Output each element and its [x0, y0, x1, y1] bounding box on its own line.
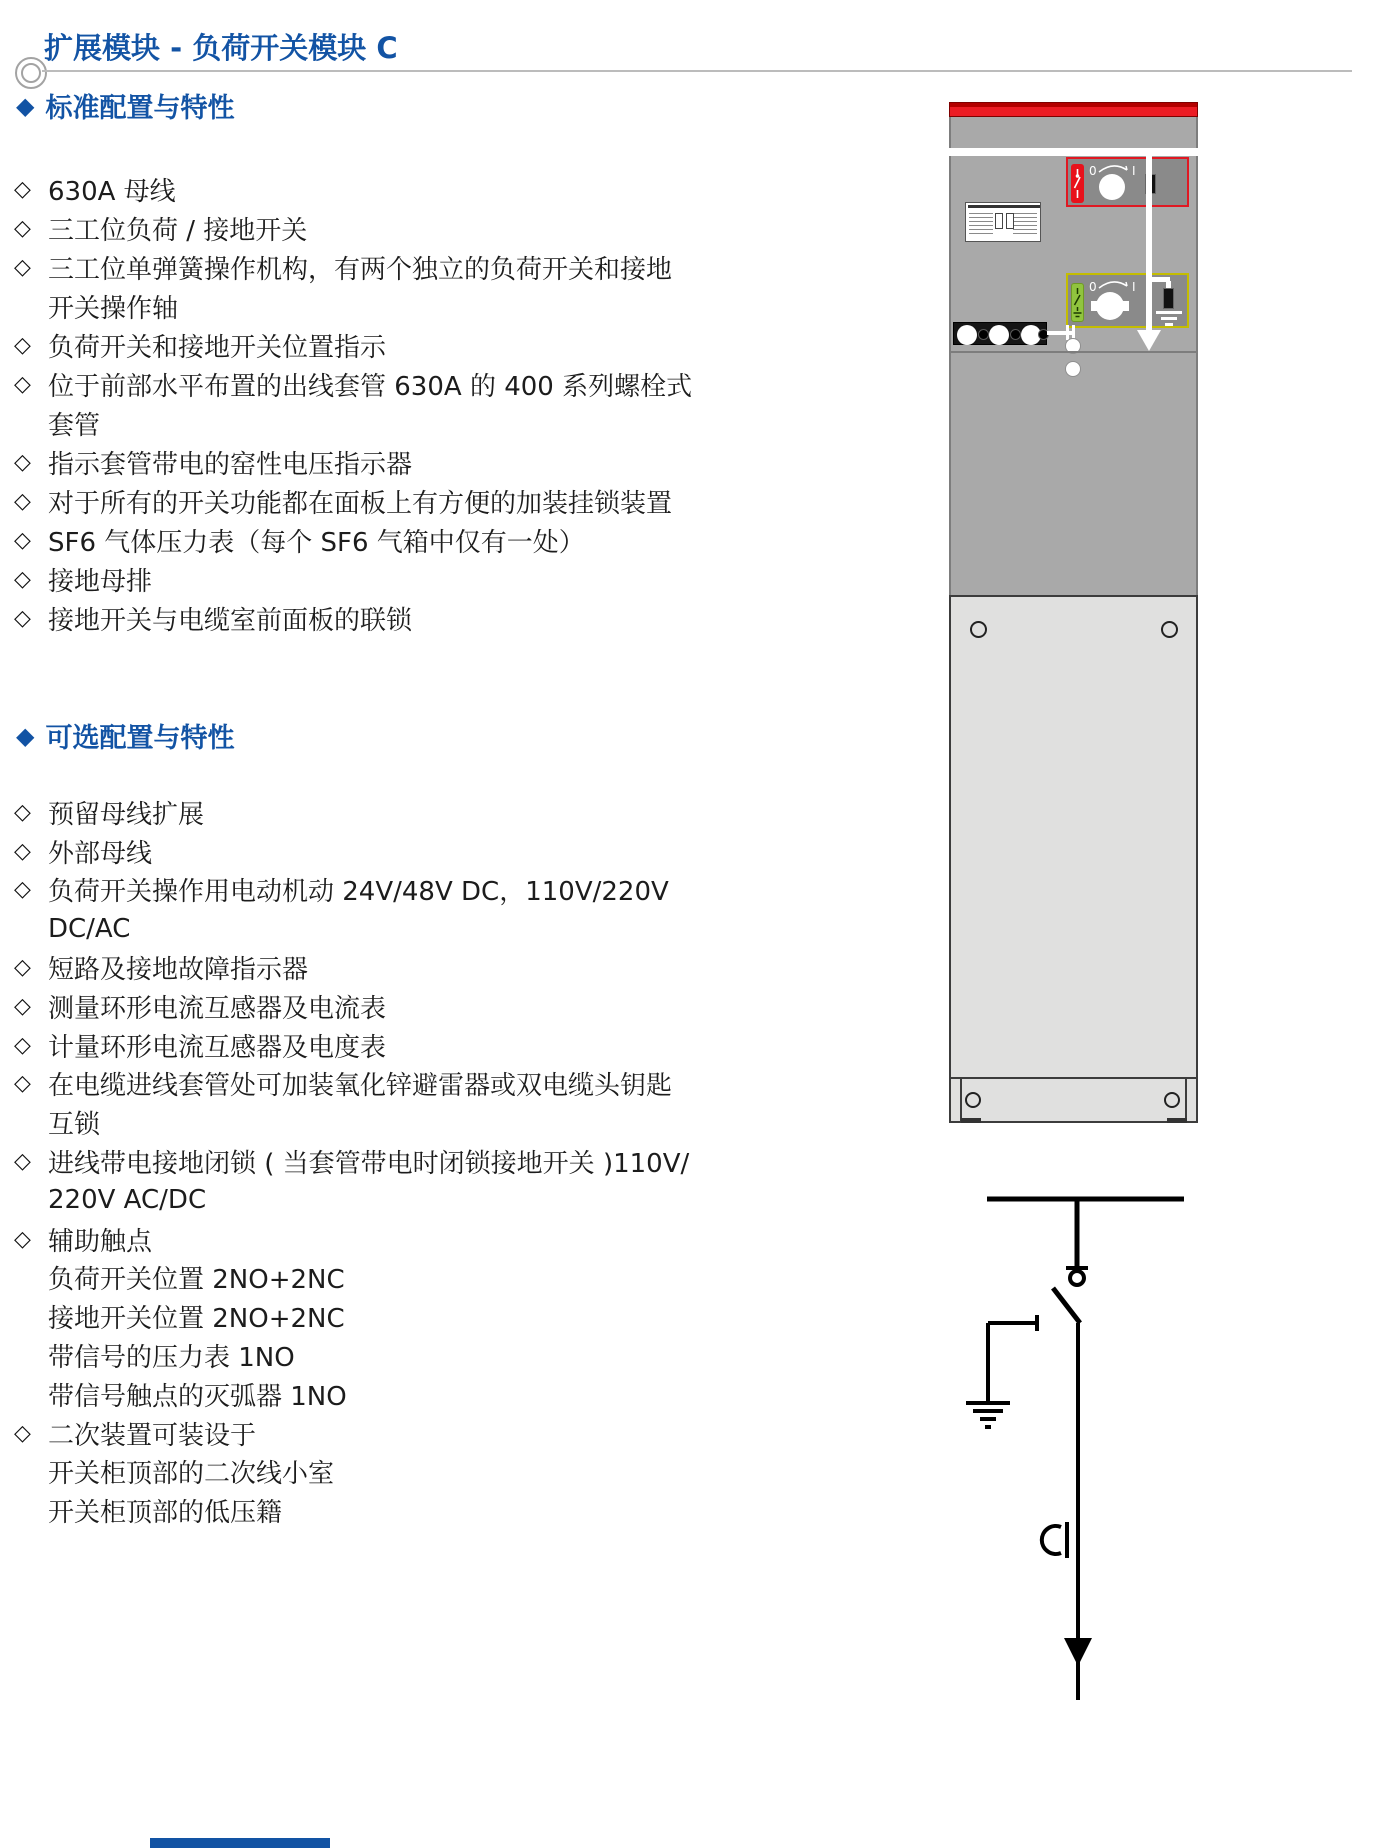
list-item-text: 外部母线: [48, 838, 153, 869]
list-item: [14, 209, 692, 248]
hollow-diamond-bullet-icon: ◇: [14, 333, 31, 358]
list-item-text: 计量环形电流互感器及电度表: [48, 1032, 387, 1063]
hollow-diamond-bullet-icon: ◇: [14, 993, 31, 1019]
red-operating-handle-icon: [1071, 164, 1084, 203]
list-item: [14, 365, 692, 404]
busbar-arrow-icon: [1137, 330, 1161, 351]
switchgear-cabinet-photo: [949, 102, 1198, 1123]
solid-diamond-icon: ◆: [16, 91, 35, 120]
bushing-small: [1010, 329, 1021, 340]
green-operating-handle-icon: [1071, 283, 1084, 322]
single-line-diagram: [960, 1180, 1240, 1720]
panel-screw: [1161, 621, 1178, 638]
list-item-text: 630A 母线: [48, 177, 176, 207]
list-item-text: 预留母线扩展: [48, 799, 205, 830]
open-label: 0: [1089, 280, 1097, 294]
hollow-diamond-bullet-icon: ◇: [14, 1032, 31, 1058]
hollow-diamond-bullet-icon: ◇: [14, 955, 31, 981]
header-divider: [42, 70, 1352, 72]
cabinet-foot: [961, 1118, 981, 1123]
base-screw: [1164, 1092, 1180, 1108]
earth-symbol-bar: [1161, 317, 1177, 320]
list-item-text: 接地开关位置 2NO+2NC: [48, 1304, 345, 1335]
list-item-text: 在电缆进线套管处可加装氧化锌避雷器或双电缆头钥匙: [48, 1071, 673, 1102]
nameplate-text-lines: [1013, 210, 1037, 236]
list-item: [14, 1065, 689, 1104]
list-item: [14, 948, 689, 987]
list-item-text: 辅助触点: [48, 1226, 153, 1257]
list-item-text: 二次装置可装设于: [48, 1420, 257, 1451]
earth-symbol-bar: [1165, 323, 1173, 326]
nameplate-header-line: [968, 205, 1040, 208]
list-item: [14, 521, 692, 560]
list-item-continuation: [14, 1375, 689, 1414]
list-item-text: DC/AC: [48, 913, 131, 944]
list-item-continuation: [14, 1181, 689, 1220]
link-tick: [1066, 325, 1069, 340]
list-item: [14, 170, 692, 209]
list-item: [14, 1414, 689, 1453]
bushing-large: [989, 325, 1009, 345]
list-item: [14, 1220, 689, 1259]
cabinet-top-red-bar: [949, 102, 1198, 117]
base-edge-line: [960, 1077, 962, 1123]
list-item-continuation: [14, 1491, 689, 1530]
optional-features-list: [14, 793, 689, 1530]
list-item-text: 220V AC/DC: [48, 1185, 207, 1216]
operation-knob: [1099, 174, 1125, 200]
open-label: 0: [1089, 164, 1097, 178]
knob-tab: [1091, 301, 1097, 311]
busbar-line: [1146, 156, 1152, 332]
knob-tab: [1123, 301, 1129, 311]
list-item: [14, 560, 692, 599]
hollow-diamond-bullet-icon: ◇: [14, 1420, 31, 1446]
compartment-divider: [949, 351, 1198, 353]
indicator-dot: [1065, 361, 1081, 377]
closed-label: I: [1132, 280, 1136, 294]
earth-symbol: [966, 1403, 1010, 1427]
list-item-text: 开关柜顶部的二次线小室: [48, 1459, 335, 1490]
list-item-text: 进线带电接地闭锁 ( 当套管带电时闭锁接地开关 )110V/: [48, 1149, 690, 1180]
list-item-continuation: [14, 909, 689, 948]
list-item: [14, 482, 692, 521]
list-item: [14, 1142, 689, 1181]
list-item: [14, 599, 692, 638]
bushing-large: [957, 325, 977, 345]
solid-diamond-icon: ◆: [16, 721, 35, 750]
base-edge-line: [1185, 1077, 1187, 1123]
cable-compartment-panel: [949, 595, 1198, 1079]
switch-pivot-circle: [1070, 1271, 1084, 1285]
hollow-diamond-bullet-icon: ◇: [14, 216, 31, 241]
section-title: 可选配置与特性: [45, 723, 235, 754]
list-item-text: 带信号触点的灭弧器 1NO: [48, 1381, 347, 1412]
switch-symbol-icon: [1071, 164, 1084, 203]
rating-nameplate: [965, 202, 1041, 242]
nameplate-diagram-box: [995, 213, 1003, 229]
list-item-continuation: [14, 1336, 689, 1375]
hollow-diamond-bullet-icon: ◇: [14, 450, 31, 475]
list-item-continuation: [14, 1297, 689, 1336]
list-item-continuation: [14, 404, 692, 443]
list-item-text: 对于所有的开关功能都在面板上有方便的加装挂锁装置: [48, 489, 673, 519]
list-item-continuation: [14, 1259, 689, 1298]
earth-connector-block: [1163, 288, 1174, 309]
hollow-diamond-bullet-icon: ◇: [14, 877, 31, 903]
nameplate-text-lines: [969, 210, 993, 236]
section-header-optional: [16, 716, 234, 755]
list-item-text: 位于前部水平布置的出线套管 630A 的 400 系列螺栓式: [48, 372, 693, 402]
list-item-text: 接地开关与电缆室前面板的联锁: [48, 606, 413, 636]
list-item-text: 三工位单弹簧操作机构，有两个独立的负荷开关和接地: [48, 255, 673, 285]
hollow-diamond-bullet-icon: ◇: [14, 1226, 31, 1252]
switch-blade: [1053, 1288, 1080, 1323]
list-item-continuation: [14, 1453, 689, 1492]
list-item-continuation: [14, 287, 692, 326]
footer-accent-bar: [150, 1838, 330, 1848]
bushing-arc-symbol: [1042, 1526, 1061, 1554]
hollow-diamond-bullet-icon: ◇: [14, 489, 31, 514]
list-item: [14, 987, 689, 1026]
load-switch-panel: [1066, 157, 1189, 207]
list-item-text: 接地母排: [48, 567, 153, 597]
base-screw: [965, 1092, 981, 1108]
list-item-text: 互锁: [48, 1110, 101, 1141]
section-title: 标准配置与特性: [45, 93, 235, 124]
cabinet-base: [949, 1077, 1198, 1123]
list-item-text: 负荷开关和接地开关位置指示: [48, 333, 387, 363]
list-item-text: 测量环形电流互感器及电流表: [48, 993, 387, 1024]
list-item: [14, 793, 689, 832]
list-item: [14, 443, 692, 482]
cable-arrow-icon: [1064, 1638, 1092, 1666]
hollow-diamond-bullet-icon: ◇: [14, 567, 31, 592]
list-item-text: 负荷开关位置 2NO+2NC: [48, 1265, 345, 1296]
section-header-standard: [16, 86, 234, 125]
hollow-diamond-bullet-icon: ◇: [14, 1071, 31, 1097]
list-item: [14, 832, 689, 871]
binder-ring-inner-icon: [21, 63, 41, 83]
hollow-diamond-bullet-icon: ◇: [14, 255, 31, 280]
hollow-diamond-bullet-icon: ◇: [14, 1149, 31, 1175]
list-item-text: 指示套管带电的窑性电压指示器: [48, 450, 413, 480]
list-item: [14, 1026, 689, 1065]
cabinet-white-stripe: [949, 148, 1198, 156]
standard-features-list: [14, 170, 692, 638]
list-item-text: SF6 气体压力表（每个 SF6 气箱中仅有一处）: [48, 528, 585, 558]
list-item: [14, 248, 692, 287]
list-item-continuation: [14, 1103, 689, 1142]
nameplate-diagram-box: [1006, 213, 1014, 229]
hollow-diamond-bullet-icon: ◇: [14, 838, 31, 864]
cabinet-foot: [1167, 1118, 1187, 1123]
panel-screw: [970, 621, 987, 638]
earth-switch-symbol-icon: [1072, 284, 1083, 321]
cable-bushings-strip: [953, 322, 1047, 345]
list-item-text: 开关柜顶部的低压籍: [48, 1498, 283, 1529]
list-item-text: 短路及接地故障指示器: [48, 955, 309, 986]
list-item-text: 三工位负荷 / 接地开关: [48, 216, 308, 246]
closed-label: I: [1132, 164, 1136, 178]
list-item-text: 负荷开关操作用电动机动 24V/48V DC，110V/220V: [48, 877, 669, 908]
hollow-diamond-bullet-icon: ◇: [14, 177, 31, 202]
list-item-text: 套管: [48, 411, 101, 441]
hollow-diamond-bullet-icon: ◇: [14, 528, 31, 553]
page-title: 扩展模块 - 负荷开关模块 C: [44, 31, 398, 65]
padlockable-knob: [1096, 292, 1124, 320]
bushing-small: [978, 329, 989, 340]
bushing-link-line: [1047, 331, 1073, 335]
list-item-text: 开关操作轴: [48, 294, 179, 324]
hollow-diamond-bullet-icon: ◇: [14, 372, 31, 397]
list-item: [14, 871, 689, 910]
hollow-diamond-bullet-icon: ◇: [14, 799, 31, 825]
hollow-diamond-bullet-icon: ◇: [14, 606, 31, 631]
list-item: [14, 326, 692, 365]
list-item-text: 带信号的压力表 1NO: [48, 1343, 295, 1374]
earth-symbol-bar: [1156, 311, 1182, 314]
